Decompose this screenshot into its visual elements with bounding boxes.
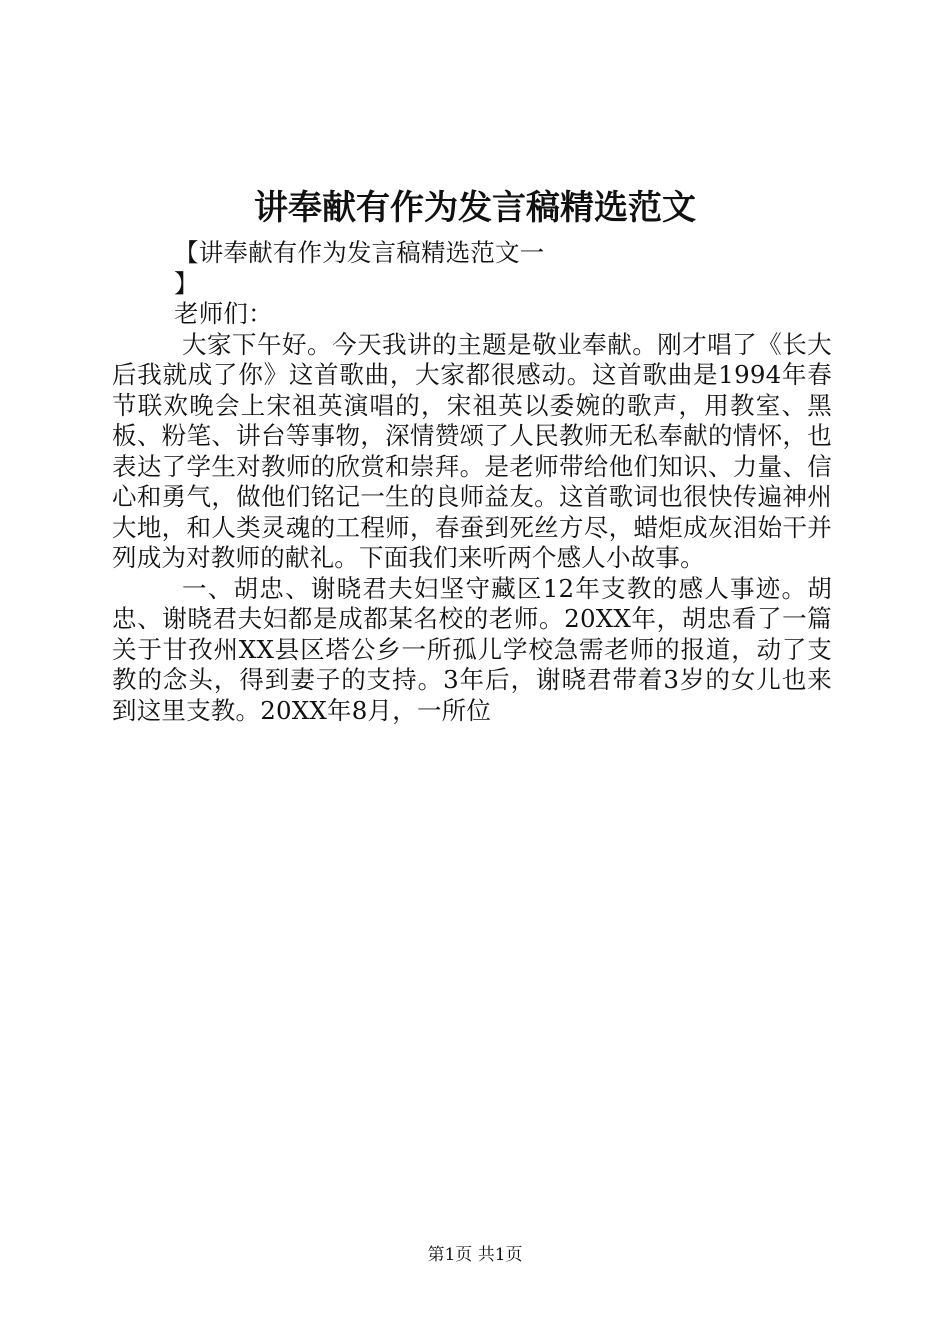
page-footer: 第1页 共1页 [427, 1245, 523, 1265]
subheading-line-1: 【讲奉献有作为发言稿精选范文一 [174, 238, 545, 267]
document-title: 讲奉献有作为发言稿精选范文 [254, 188, 696, 228]
subheading-line-2: 】 [174, 268, 199, 298]
greeting: 老师们： [174, 299, 273, 328]
document-body [112, 238, 832, 726]
paragraph-1: 大家下午好。今天我讲的主题是敬业奉献。刚才唱了《长大后我就成了你》这首歌曲，大家都很感动。这首歌曲是1994年春节联欢晚会上宋祖英演唱的，宋祖英以委婉的歌声，用教室、黑板、粉笔、讲台等事物，深情赞颂了人民教师无私奉献的情怀，也表达了学生对教师的欣赏和崇拜。是老师带给他们知识、力量、信心和勇气，做他们铭记一生的良师益友。这首歌词也很快传遍神州大地，和人类灵魂的工程师，春蚕到死丝方尽，蜡炬成灰泪始干并列成为对教师的献礼。下面我们来听两个感人小故事。 [112, 329, 832, 572]
paragraph-2: 一、胡忠、谢晓君夫妇坚守藏区12年支教的感人事迹。胡忠、谢晓君夫妇都是成都某名校的老师。20XX年，胡忠看了一篇关于甘孜州XX县区塔公乡一所孤儿学校急需老师的报道，动了支教的念头，得到妻子的支持。3年后，谢晓君带着3岁的女儿也来到这里支教。20XX年8月，一所位 [112, 573, 832, 725]
